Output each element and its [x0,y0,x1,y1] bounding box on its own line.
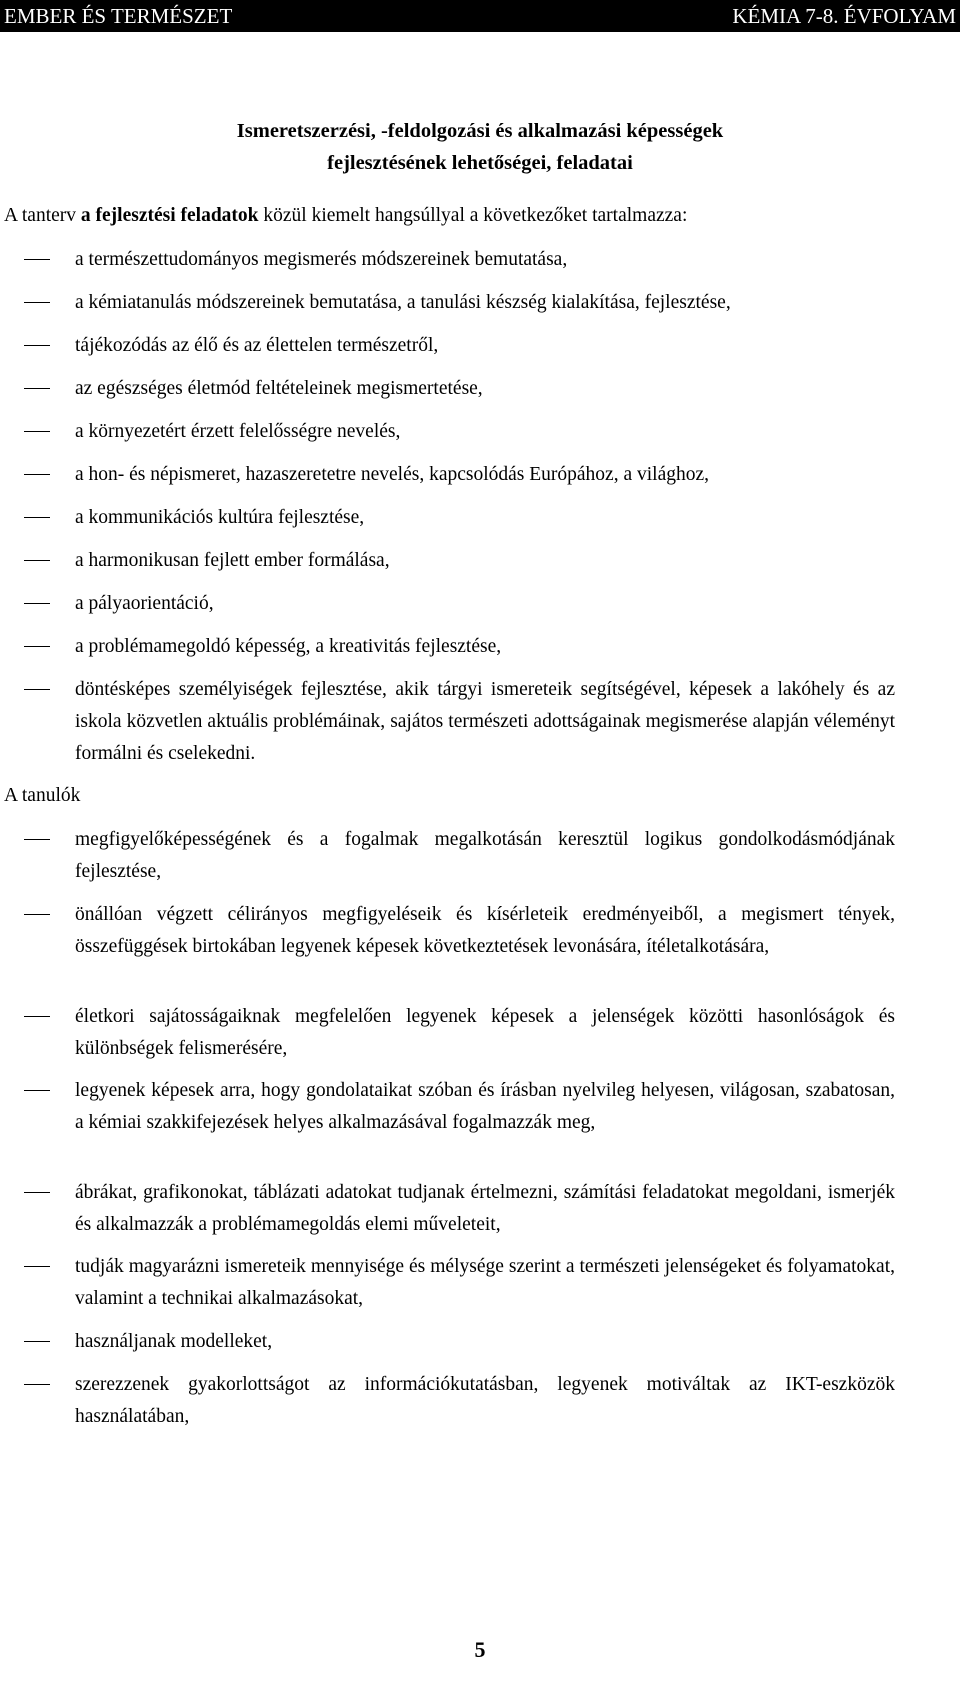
dash-bullet [24,1192,50,1193]
dash-bullet [24,302,50,303]
dash-bullet [24,517,50,518]
list-item-text: a környezetért érzett felelősségre nevelés, [75,421,401,442]
dash-bullet [24,1016,50,1017]
list-item-text: életkori sajátosságaiknak megfelelően legyenek képesek a jelenségek közötti hasonlóságok és különbségek felismerésére, [75,1006,895,1059]
list-item-text: a hon- és népismeret, hazaszeretetre nevelés, kapcsolódás Európához, a világhoz, [75,464,710,485]
dash-bullet [24,259,50,260]
header-grade: KÉMIA 7-8. ÉVFOLYAM [732,4,956,28]
dash-bullet [24,560,50,561]
list-item-text: az egészséges életmód feltételeinek megismertetése, [75,378,483,399]
list-item-text: használjanak modelleket, [75,1331,273,1352]
list-item-text: a pályaorientáció, [75,593,214,614]
intro-text-bold: a fejlesztési feladatok [80,205,259,226]
page-header [0,0,960,32]
list-item-text: megfigyelőképességének és a fogalmak megalkotásán keresztül logikus gondolkodásmódjának fejlesztése, [75,829,895,882]
list-item-text: tájékozódás az élő és az élettelen természetről, [75,335,439,356]
list-item-text: a természettudományos megismerés módszereinek bemutatása, [75,249,568,270]
dash-bullet [24,431,50,432]
dash-bullet [24,474,50,475]
dash-bullet [24,388,50,389]
header-subject: EMBER ÉS TERMÉSZET [4,4,233,28]
dash-bullet [24,1090,50,1091]
list-item-text: tudják magyarázni ismereteik mennyisége és mélysége szerint a természeti jelenségeket és folyamatokat, valamint a technikai alkalmazásokat, [75,1256,895,1309]
section-title-line-2: fejlesztésének lehetőségei, feladatai [327,152,633,174]
dash-bullet [24,1341,50,1342]
list-item-text: legyenek képesek arra, hogy gondolataikat szóban és írásban nyelvileg helyesen, világosan, szabatosan, a kémiai szakkifejezések helyes alkalmazásával fogalmazzák meg, [75,1080,895,1133]
dash-bullet [24,839,50,840]
list-item-text: döntésképes személyiségek fejlesztése, akik tárgyi ismereteik segítségével, képesek a lakóhely és az iskola közvetlen aktuális problémáinak, sajátos természeti adottságainak megismerése alapján véleményt formálni és cselekedni. [75,679,895,764]
list-item-text: szerezzenek gyakorlottságot az információkutatásban, legyenek motiváltak az IKT-eszközök használatában, [75,1374,895,1427]
section-title [0,115,960,179]
list-item-text: a kémiatanulás módszereinek bemutatása, a tanulási készség kialakítása, fejlesztése, [75,292,731,313]
section-title-line-1: Ismeretszerzési, -feldolgozási és alkalmazási képességek [236,120,724,142]
list-item-text: ábrákat, grafikonokat, táblázati adatokat tudjanak értelmezni, számítási feladatokat megoldani, ismerjék és alkalmazzák a problémamegoldás elemi műveleteit, [75,1182,895,1235]
intro-paragraph [4,200,687,232]
intro-text-after: közül kiemelt hangsúllyal a következőket tartalmazza: [258,205,688,226]
dash-bullet [24,1266,50,1267]
intro-text-before: A tanterv [4,205,81,226]
page-number: 5 [474,1637,486,1662]
dash-bullet [24,603,50,604]
list-item-text: önállóan végzett célirányos megfigyeléseik és kísérleteik eredményeiből, a megismert tények, összefüggések birtokában legyenek képesek következtetések levonására, ítéletalkotására, [75,904,895,957]
students-label: A tanulók [4,785,81,806]
list-item-text: a kommunikációs kultúra fejlesztése, [75,507,365,528]
dash-bullet [24,646,50,647]
list-item-text: a problémamegoldó képesség, a kreativitás fejlesztése, [75,636,502,657]
dash-bullet [24,1384,50,1385]
list-item-text: a harmonikusan fejlett ember formálása, [75,550,390,571]
dash-bullet [24,345,50,346]
dash-bullet [24,914,50,915]
dash-bullet [24,689,50,690]
